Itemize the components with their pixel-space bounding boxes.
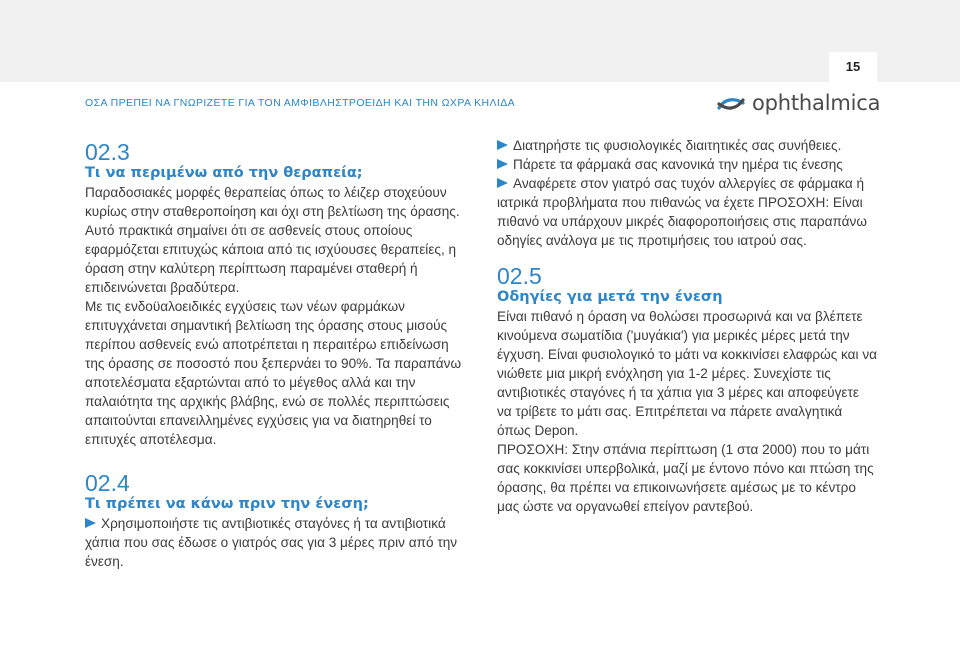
bullet-text: Αναφέρετε στον γιατρό σας τυχόν αλλεργίες σε φάρμακα ή ιατρικά προβλήματα που πιθανώς να έχετε ΠΡΟΣΟΧΗ: Είναι πιθανό να υπάρχουν μικρές διαφοροποιήσεις στις παραπάνω οδηγίες ανάλογα με τις προτιμήσεις του ιατρού σας. bbox=[497, 176, 867, 248]
section-number-02-4: 02.4 bbox=[85, 470, 130, 496]
bullet-arrow-icon bbox=[497, 140, 508, 150]
paragraph: ΠΡΟΣΟΧΗ: Στην σπάνια περίπτωση (1 στα 2000) που το μάτι σας κοκκινίσει υπερβολικά, μαζί με έντονο πόνο και πτώση της όρασης, θα πρέπει να επικοινωνήσετε αμέσως με το κέντρο μας ώστε να οργανωθεί επείγον ραντεβού. bbox=[497, 442, 874, 514]
right-column bbox=[497, 136, 877, 516]
bullet-arrow-icon bbox=[497, 159, 508, 169]
bullet-arrow-icon bbox=[497, 178, 508, 188]
page-number: 15 bbox=[829, 52, 877, 82]
header-band bbox=[0, 0, 960, 82]
section-title-02-3: Τι να περιμένω από την θεραπεία; bbox=[85, 165, 363, 181]
paragraph: Είναι πιθανό η όραση να θολώσει προσωρινά και να βλέπετε κινούμενα σωματίδια ('μυγάκια') για μερικές μέρες μετά την έγχυση. Είναι φυσιολογικό το μάτι να κοκκινίσει ελαφρώς και να νιώθετε μια μικρή ενόχληση για 1-2 μέρες. Συνεχίστε τις αντιβιοτικές σταγόνες ή τα χάπια για 3 μέρες και αποφεύγετε να τρίβετε το μάτι σας. Επιτρέπεται να πάρετε αναλγητικά όπως Depon. bbox=[497, 309, 877, 438]
spacer bbox=[85, 449, 465, 471]
bullet-item bbox=[497, 136, 877, 155]
running-head: ΟΣΑ ΠΡΕΠΕΙ ΝΑ ΓΝΩΡΙΖΕΤΕ ΓΙΑ ΤΟΝ ΑΜΦΙΒΛΗΣΤΡΟΕΙΔΗ ΚΑΙ ΤΗΝ ΩΧΡΑ ΚΗΛΙΔΑ bbox=[85, 97, 516, 109]
bullet-item bbox=[497, 174, 877, 250]
bullet-item bbox=[85, 514, 465, 571]
section-title-02-4: Τι πρέπει να κάνω πριν την ένεση; bbox=[85, 496, 369, 512]
section-number-02-3: 02.3 bbox=[85, 139, 130, 165]
bullet-text: Πάρετε τα φάρμακά σας κανονικά την ημέρα τις ένεσης bbox=[513, 157, 843, 172]
bullet-text: Διατηρήστε τις φυσιολογικές διαιτητικές σας συνήθειες. bbox=[513, 138, 842, 153]
left-column bbox=[85, 140, 465, 571]
spacer bbox=[497, 250, 877, 264]
bullet-text: Χρησιμοποιήστε τις αντιβιοτικές σταγόνες ή τα αντιβιοτικά χάπια που σας έδωσε ο γιατρός σας για 3 μέρες πριν από την ένεση. bbox=[85, 516, 458, 569]
section-number-02-5: 02.5 bbox=[497, 263, 542, 289]
bullet-item bbox=[497, 155, 877, 174]
paragraph: Με τις ενδοϋαλοειδικές εγχύσεις των νέων φαρμάκων επιτυγχάνεται σημαντική βελτίωση της όρασης στους μισούς περίπου ασθενείς ενώ αποτρέπεται η περαιτέρω επιδείνωση της όρασης σε ποσοστό που ξεπερνάει το 90%. Τα παραπάνω αποτελέσματα εξαρτώνται από το μέγεθος αλλά και την παλαιότητα της αρχικής βλάβης, ενώ σε πολλές περιπτώσεις απαιτούνται επανειλλημένες εγχύσεις για να διατηρηθεί το επιτυχές αποτέλεσμα. bbox=[85, 299, 462, 447]
section-title-02-5: Οδηγίες για μετά την ένεση bbox=[497, 289, 723, 305]
bullet-arrow-icon bbox=[85, 518, 96, 528]
paragraph: Παραδοσιακές μορφές θεραπείας όπως το λέιζερ στοχεύουν κυρίως στην σταθεροποίηση και όχι στη βελτίωση της όρασης. Αυτό πρακτικά σημαίνει ότι σε ασθενείς στους οποίους εφαρμόζεται επιτυχώς κάποια από τις ισχύουσες θεραπείες, η όραση στην καλύτερη περίπτωση παραμένει σταθερή ή επιδεινώνεται βραδύτερα. bbox=[85, 185, 460, 295]
logo-mark-icon bbox=[716, 92, 746, 114]
ophthalmica-logo bbox=[716, 88, 880, 118]
logo-text: ophthalmica bbox=[752, 91, 881, 115]
